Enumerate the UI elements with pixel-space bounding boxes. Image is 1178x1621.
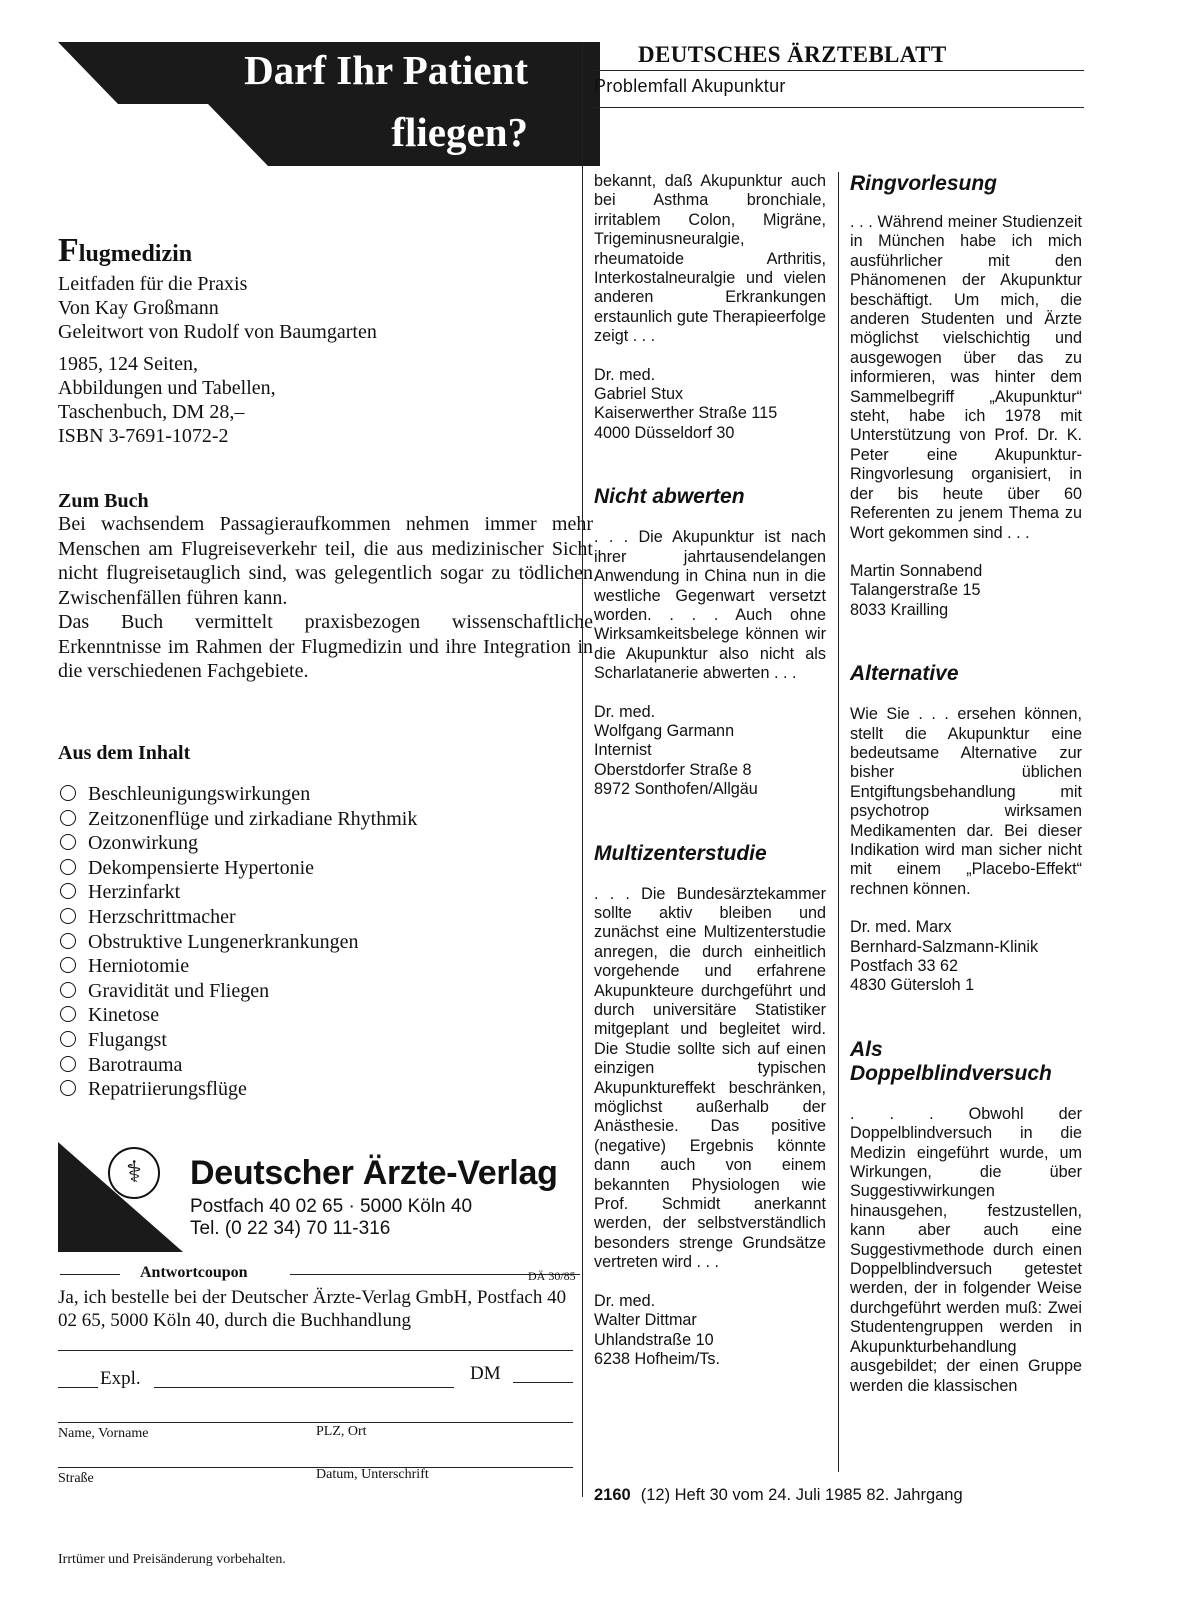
- circle-bullet-icon: [60, 1031, 76, 1047]
- about-heading: Zum Buch: [58, 490, 149, 512]
- list-item: Herzschrittmacher: [58, 905, 417, 930]
- date-signature-label: Datum, Unterschrift: [316, 1467, 429, 1482]
- publisher-address: Postfach 40 02 65 · 5000 Köln 40: [190, 1196, 473, 1217]
- quantity-field[interactable]: [58, 1387, 98, 1388]
- list-item: Barotrauma: [58, 1053, 417, 1078]
- publisher-phone: Tel. (0 22 34) 70 11-316: [190, 1218, 391, 1239]
- name-field-label: Name, Vorname: [58, 1426, 149, 1441]
- circle-bullet-icon: [60, 834, 76, 850]
- letter-text: Wie Sie . . . ersehen können, stellt die Akupunktur eine bedeutsame Alternative zur bisher üblichen Entgiftungsbehandlung mit psychotrop wirksamen Medikamenten dar. Bei dieser Indikation wird man sicher nicht mit einem „Placebo-Effekt“ rechnen können.: [850, 705, 1082, 898]
- price-field[interactable]: [513, 1382, 573, 1383]
- name-address-field[interactable]: [58, 1422, 573, 1423]
- circle-bullet-icon: [60, 785, 76, 801]
- book-title: [58, 232, 192, 270]
- list-item: Herzinfarkt: [58, 880, 417, 905]
- column-divider: [838, 172, 839, 1472]
- journal-page: [594, 0, 1084, 1621]
- circle-bullet-icon: [60, 859, 76, 875]
- book-detail: 1985, 124 Seiten,: [58, 353, 198, 375]
- headline-line-1: Darf Ihr Patient: [244, 47, 528, 93]
- publisher-contact: [190, 1196, 472, 1240]
- column-divider: [582, 42, 583, 1497]
- divider: [60, 1274, 120, 1275]
- about-paragraph: Bei wachsendem Passagieraufkommen nehmen immer mehr Menschen am Flugreiseverkehr teil, die aus medizinischer Sicht nicht flugreisetauglich sind, was gelegentlich sogar zu tödlichen Zwischenfällen führen kann.: [58, 513, 593, 609]
- page-number: 2160: [594, 1486, 631, 1504]
- divider: [594, 107, 1084, 108]
- rubric: Problemfall Akupunktur: [594, 76, 786, 96]
- circle-bullet-icon: [60, 883, 76, 899]
- letter-signature: Dr. med. Marx Bernhard-Salzmann-Klinik Postfach 33 62 4830 Gütersloh 1: [850, 918, 1039, 995]
- circle-bullet-icon: [60, 957, 76, 973]
- caduceus-icon: ⚕: [108, 1147, 160, 1199]
- letter-text: bekannt, daß Akupunktur auch bei Asthma bronchiale, irritablem Colon, Migräne, Trigeminusneuralgie, rheumatoide Arthritis, Interkostalneuralgie und vielen anderen Erkrankungen erstaunlich gute Therapieerfolge zeigt . . .: [594, 172, 826, 346]
- section-heading: Als Doppelblindversuch: [850, 1037, 1052, 1085]
- circle-bullet-icon: [60, 1056, 76, 1072]
- list-item: Obstruktive Lungenerkrankungen: [58, 930, 417, 955]
- book-advertisement: [58, 42, 598, 1602]
- text-column-right: [850, 172, 1082, 1396]
- book-foreword: Geleitwort von Rudolf von Baumgarten: [58, 321, 377, 343]
- publisher-name: Deutscher Ärzte-Verlag: [190, 1154, 558, 1192]
- coupon-blank-line[interactable]: [154, 1387, 454, 1388]
- divider: [594, 70, 1084, 71]
- expl-label: Expl.: [100, 1368, 141, 1389]
- book-detail: Abbildungen und Tabellen,: [58, 377, 276, 399]
- circle-bullet-icon: [60, 810, 76, 826]
- list-item: Gravidität und Fliegen: [58, 979, 417, 1004]
- headline-banner-1: [58, 42, 600, 104]
- list-item: Repatriierungsflüge: [58, 1077, 417, 1102]
- circle-bullet-icon: [60, 1080, 76, 1096]
- coupon-heading: Antwortcoupon: [140, 1264, 248, 1281]
- about-text: [58, 512, 593, 684]
- dm-label: DM: [470, 1363, 501, 1384]
- section-heading: Alternative: [850, 662, 959, 686]
- book-author: Von Kay Großmann: [58, 297, 219, 319]
- coupon-code: DÄ 30/85: [528, 1269, 576, 1283]
- circle-bullet-icon: [60, 1006, 76, 1022]
- letter-text: . . . Während meiner Studienzeit in München habe ich mich ausführlicher mit den Phänomenen der Akupunktur beschäftigt. Um mich, die anderen Studenten und Ärzte möglichst vielschichtig und ausgewogen über das zu informieren, was hinter dem Sammelbegriff „Akupunktur“ steht, habe ich 1978 mit Unterstützung von Prof. Dr. K. Peter eine Akupunktur-Ringvorlesung organisiert, in der bis heute über 60 Referenten zu jenem Thema zu Wort gekommen sind . . .: [850, 213, 1082, 542]
- letter-signature: Dr. med. Wolfgang Garmann Internist Oberstdorfer Straße 8 8972 Sonthofen/Allgäu: [594, 702, 758, 799]
- book-isbn: ISBN 3-7691-1072-2: [58, 425, 229, 447]
- book-title-initial: F: [58, 232, 79, 269]
- list-item: Herniotomie: [58, 954, 417, 979]
- book-title-rest: lugmedizin: [78, 241, 193, 267]
- letter-signature: Dr. med. Gabriel Stux Kaiserwerther Straße 115 4000 Düsseldorf 30: [594, 365, 778, 442]
- letter-signature: Martin Sonnabend Talangerstraße 15 8033 Krailling: [850, 561, 983, 619]
- circle-bullet-icon: [60, 933, 76, 949]
- about-paragraph: Das Buch vermittelt praxisbezogen wissenschaftliche Erkenntnisse im Rahmen der Flugmedizin und ihre Integration in die verschiedenen Fachgebiete.: [58, 611, 593, 682]
- book-details: [58, 352, 276, 448]
- section-heading: Ringvorlesung: [850, 172, 998, 195]
- coupon-blank-line[interactable]: [58, 1350, 573, 1351]
- book-subtitle: Leitfaden für die Praxis: [58, 273, 248, 295]
- coupon-text: Ja, ich bestelle bei der Deutscher Ärzte-Verlag GmbH, Postfach 40 02 65, 5000 Köln 40, durch die Buchhandlung: [58, 1287, 567, 1331]
- circle-bullet-icon: [60, 982, 76, 998]
- section-heading: Nicht abwerten: [594, 485, 745, 509]
- page-footer: [594, 1486, 963, 1505]
- book-detail: Taschenbuch, DM 28,–: [58, 401, 245, 423]
- text-column-left: [594, 172, 826, 1369]
- section-heading: Multizenterstudie: [594, 841, 767, 865]
- list-item: Ozonwirkung: [58, 831, 417, 856]
- issue-info: (12) Heft 30 vom 24. Juli 1985 82. Jahrgang: [640, 1486, 963, 1504]
- plz-field-label: PLZ, Ort: [316, 1424, 367, 1439]
- headline-line-2: fliegen?: [391, 109, 528, 155]
- list-item: Flugangst: [58, 1028, 417, 1053]
- letter-text: . . . Die Akupunktur ist nach ihrer jahrtausendelangen Anwendung in China nun in die westliche Gegenwart versetzt worden. . . . Auch ohne Wirksamkeitsbelege können wir die Akupunktur also nicht als Scharlatanerie abwerten . . .: [594, 528, 826, 683]
- letter-signature: Dr. med. Walter Dittmar Uhlandstraße 10 6238 Hofheim/Ts.: [594, 1291, 720, 1368]
- contents-heading: Aus dem Inhalt: [58, 742, 191, 764]
- footnote: Irrtümer und Preisänderung vorbehalten.: [58, 1552, 286, 1567]
- list-item: Zeitzonenflüge und zirkadiane Rhythmik: [58, 807, 417, 832]
- list-item: Kinetose: [58, 1003, 417, 1028]
- list-item: Beschleunigungswirkungen: [58, 782, 417, 807]
- book-credits: [58, 272, 377, 344]
- list-item: Dekompensierte Hypertonie: [58, 856, 417, 881]
- letter-text: . . . Die Bundesärztekammer sollte aktiv bleiben und zunächst eine Multizenterstudie anregen, die durch einheitlich vorgehende und erfahrene Akupunkteure durchgeführt und durch universitäre Statistiker mitgeplant und begleitet wird. Die Studie sollte sich auf einen einzigen typischen Akupunktureffekt beschränken, möglichst außerhalb der Anästhesie. Das positive (negative) Ergebnis könnte dann auch von einem bekannten Physiologen wie Prof. Schmidt anerkannt werden, der selbstverständlich besonders strenge Grundsätze vertreten wird . . .: [594, 884, 826, 1272]
- headline-banner-2: [58, 104, 600, 166]
- contents-list: [58, 782, 417, 1102]
- letter-text: . . . Obwohl der Doppelblindversuch in die Medizin eingeführt wurde, um Wirkungen, die über Suggestivwirkungen hinausgehen, festzustellen, kann aber auch eine Suggestivmethode durch einen Doppelblindversuch getestet werden, der in folgender Weise durchgeführt werden muß: Zwei Studentengruppen werden in Akupunkturbehandlung ausgebildet; der einen Gruppe werden die klassischen: [850, 1104, 1082, 1395]
- circle-bullet-icon: [60, 908, 76, 924]
- street-field-label: Straße: [58, 1471, 94, 1486]
- masthead: DEUTSCHES ÄRZTEBLATT: [638, 42, 947, 67]
